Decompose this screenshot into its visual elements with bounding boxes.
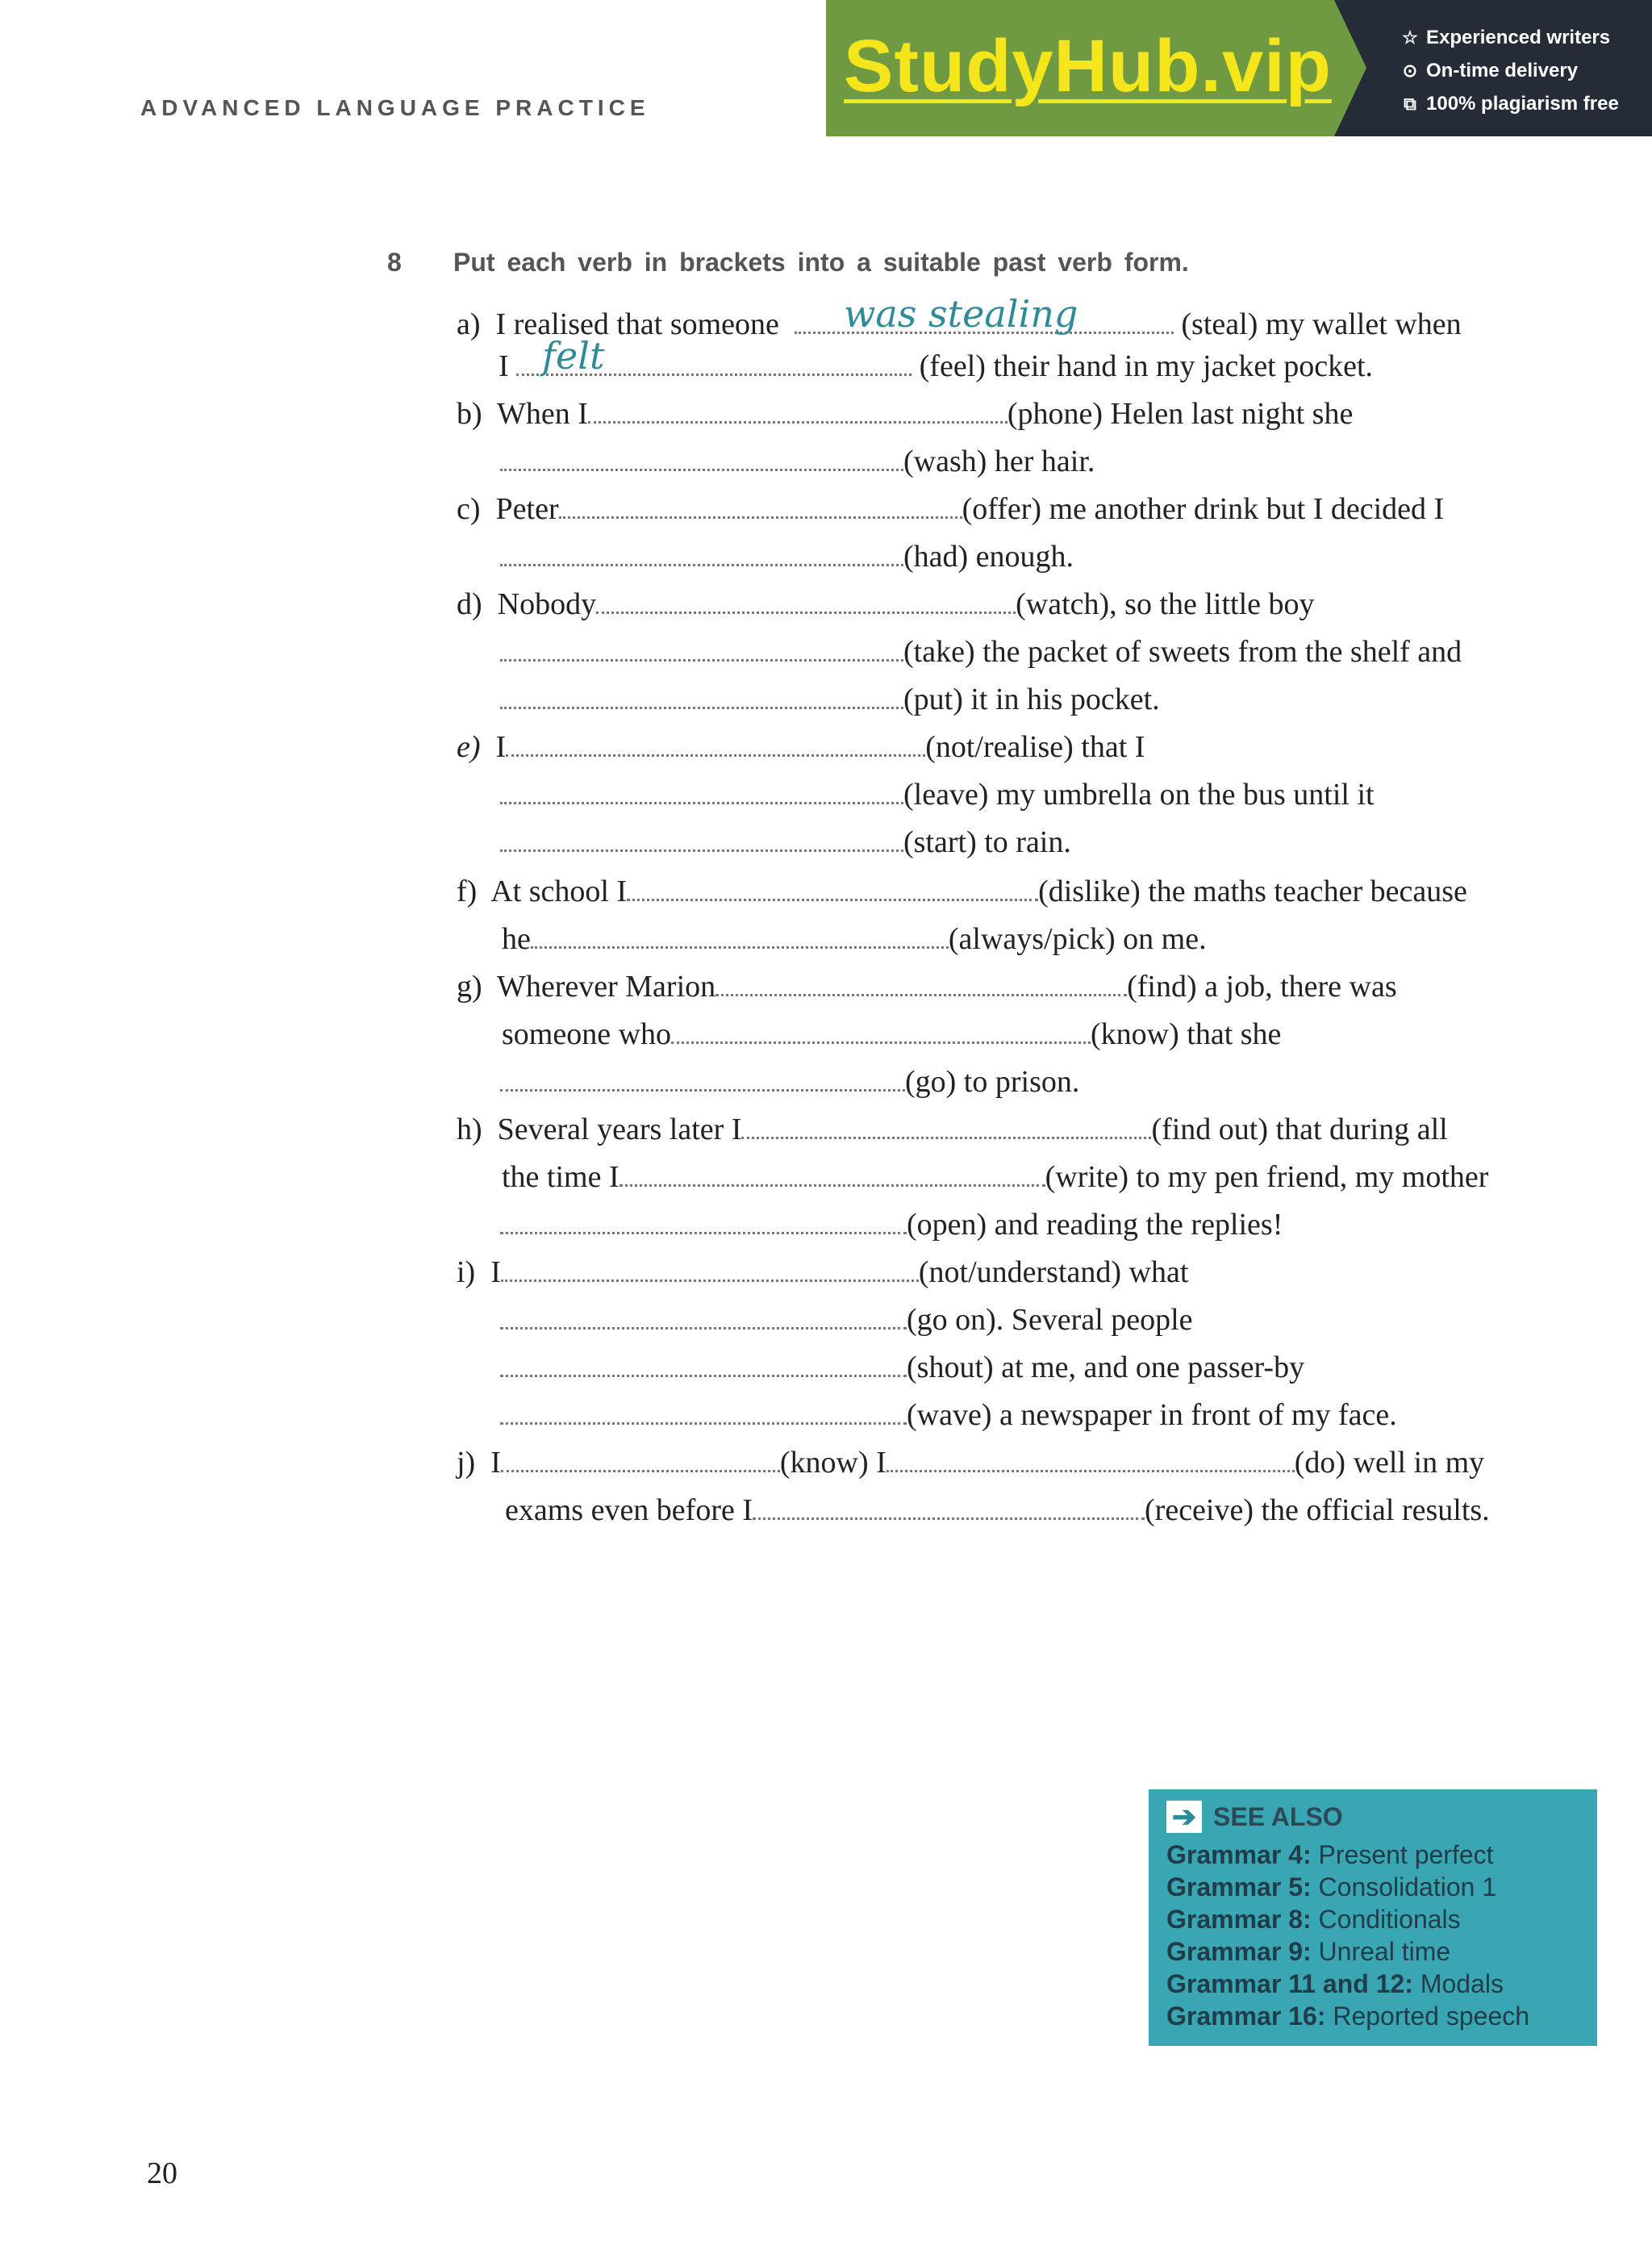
- exercise-number: 8: [387, 248, 402, 277]
- feature-item: ⊙ On-time delivery: [1400, 54, 1652, 87]
- exercise-line: j) I (know) I (do) well in my: [457, 1446, 1485, 1480]
- exercise-line: someone who (know) that she: [502, 1017, 1282, 1051]
- exercise-line: d) Nobody (watch), so the little boy: [457, 587, 1315, 621]
- exercise-line: he (always/pick) on me.: [502, 922, 1207, 956]
- answer-blank[interactable]: [620, 1160, 1045, 1187]
- answer-blank[interactable]: [500, 635, 903, 662]
- answer-blank[interactable]: [588, 397, 1007, 424]
- exercise-line: the time I (write) to my pen friend, my mother: [502, 1160, 1489, 1194]
- answer-blank[interactable]: [501, 1255, 919, 1282]
- answer-blank[interactable]: [753, 1493, 1145, 1520]
- exercise-line: b) When I (phone) Helen last night she: [457, 397, 1354, 431]
- see-also-item: Grammar 4: Present perfect: [1166, 1840, 1494, 1869]
- answer-blank[interactable]: [500, 1398, 907, 1425]
- exercise-line: (wave) a newspaper in front of my face.: [500, 1397, 1397, 1433]
- exercise-line: (open) and reading the replies!: [500, 1207, 1283, 1242]
- studyhub-banner[interactable]: [826, 0, 1652, 136]
- answer-blank[interactable]: [500, 825, 903, 852]
- see-also-item: Grammar 11 and 12: Modals: [1166, 1969, 1504, 1998]
- answer-blank[interactable]: [500, 445, 903, 471]
- feature-item: ☆ Experienced writers: [1400, 21, 1652, 54]
- exercise-line: a) I realised that someone (steal) my wallet when: [457, 307, 1462, 341]
- answer-blank[interactable]: [500, 540, 903, 566]
- studyhub-logo[interactable]: StudyHub.vip: [844, 25, 1332, 107]
- arrow-right-icon: ➔: [1166, 1801, 1202, 1833]
- exercise-line: I (feel) their hand in my jacket pocket.: [499, 349, 1374, 383]
- exercise-line: g) Wherever Marion (find) a job, there was: [457, 970, 1397, 1004]
- answer-blank[interactable]: [715, 970, 1127, 996]
- answer-blank[interactable]: [500, 683, 903, 709]
- handwritten-answer: felt: [542, 334, 605, 378]
- answer-blank[interactable]: [531, 922, 949, 949]
- exercise-line: h) Several years later I (find out) that during all: [457, 1112, 1448, 1146]
- exercise-line: (wash) her hair.: [500, 444, 1095, 479]
- answer-blank[interactable]: [500, 1065, 905, 1092]
- exercise-line: (start) to rain.: [500, 824, 1071, 860]
- exercise-instruction: Put each verb in brackets into a suitable past verb form.: [453, 248, 1189, 277]
- answer-blank[interactable]: [671, 1017, 1091, 1044]
- star-icon: ☆: [1402, 27, 1418, 48]
- answer-blank[interactable]: [506, 730, 925, 757]
- exercise-line: (leave) my umbrella on the bus until it: [500, 777, 1375, 812]
- answer-blank[interactable]: [500, 1208, 907, 1234]
- copy-icon: ⧉: [1404, 93, 1416, 114]
- see-also-item: Grammar 16: Reported speech: [1166, 2002, 1530, 2031]
- see-also-box: [1149, 1789, 1597, 2046]
- exercise-line: f) At school I (dislike) the maths teacher because: [457, 875, 1467, 908]
- exercise-line: i) I (not/understand) what: [457, 1255, 1189, 1289]
- answer-blank[interactable]: [627, 875, 1038, 901]
- answer-blank[interactable]: [500, 1350, 907, 1377]
- answer-blank[interactable]: [596, 587, 1016, 614]
- banner-features: [1334, 0, 1652, 136]
- feature-item: ⧉ 100% plagiarism free: [1400, 87, 1652, 120]
- see-also-item: Grammar 5: Consolidation 1: [1166, 1872, 1497, 1901]
- exercise-line: e) I (not/realise) that I: [457, 730, 1145, 764]
- running-header: ADVANCED LANGUAGE PRACTICE: [140, 95, 650, 120]
- answer-blank[interactable]: [886, 1446, 1295, 1472]
- exercise-line: c) Peter (offer) me another drink but I decided I: [457, 492, 1445, 526]
- clock-icon: ⊙: [1402, 60, 1418, 81]
- exercise-line: (shout) at me, and one passer-by: [500, 1350, 1304, 1385]
- exercise-line: (take) the packet of sweets from the shelf and: [500, 634, 1462, 670]
- answer-blank[interactable]: [500, 778, 903, 804]
- see-also-item: Grammar 9: Unreal time: [1166, 1937, 1451, 1966]
- answer-blank[interactable]: [741, 1112, 1151, 1139]
- exercise-line: (go) to prison.: [500, 1064, 1079, 1100]
- answer-blank[interactable]: [559, 492, 962, 519]
- exercise-line: (go on). Several people: [500, 1302, 1193, 1338]
- exercise-line: exams even before I (receive) the official results.: [505, 1493, 1490, 1527]
- answer-blank[interactable]: [500, 1303, 907, 1330]
- exercise-line: (put) it in his pocket.: [500, 682, 1160, 717]
- answer-blank[interactable]: [501, 1446, 780, 1472]
- page-number: 20: [147, 2156, 177, 2190]
- see-also-item: Grammar 8: Conditionals: [1166, 1905, 1461, 1934]
- handwritten-answer: was stealing: [844, 292, 1078, 336]
- exercise-line: (had) enough.: [500, 539, 1074, 574]
- see-also-heading: SEE ALSO: [1213, 1801, 1343, 1831]
